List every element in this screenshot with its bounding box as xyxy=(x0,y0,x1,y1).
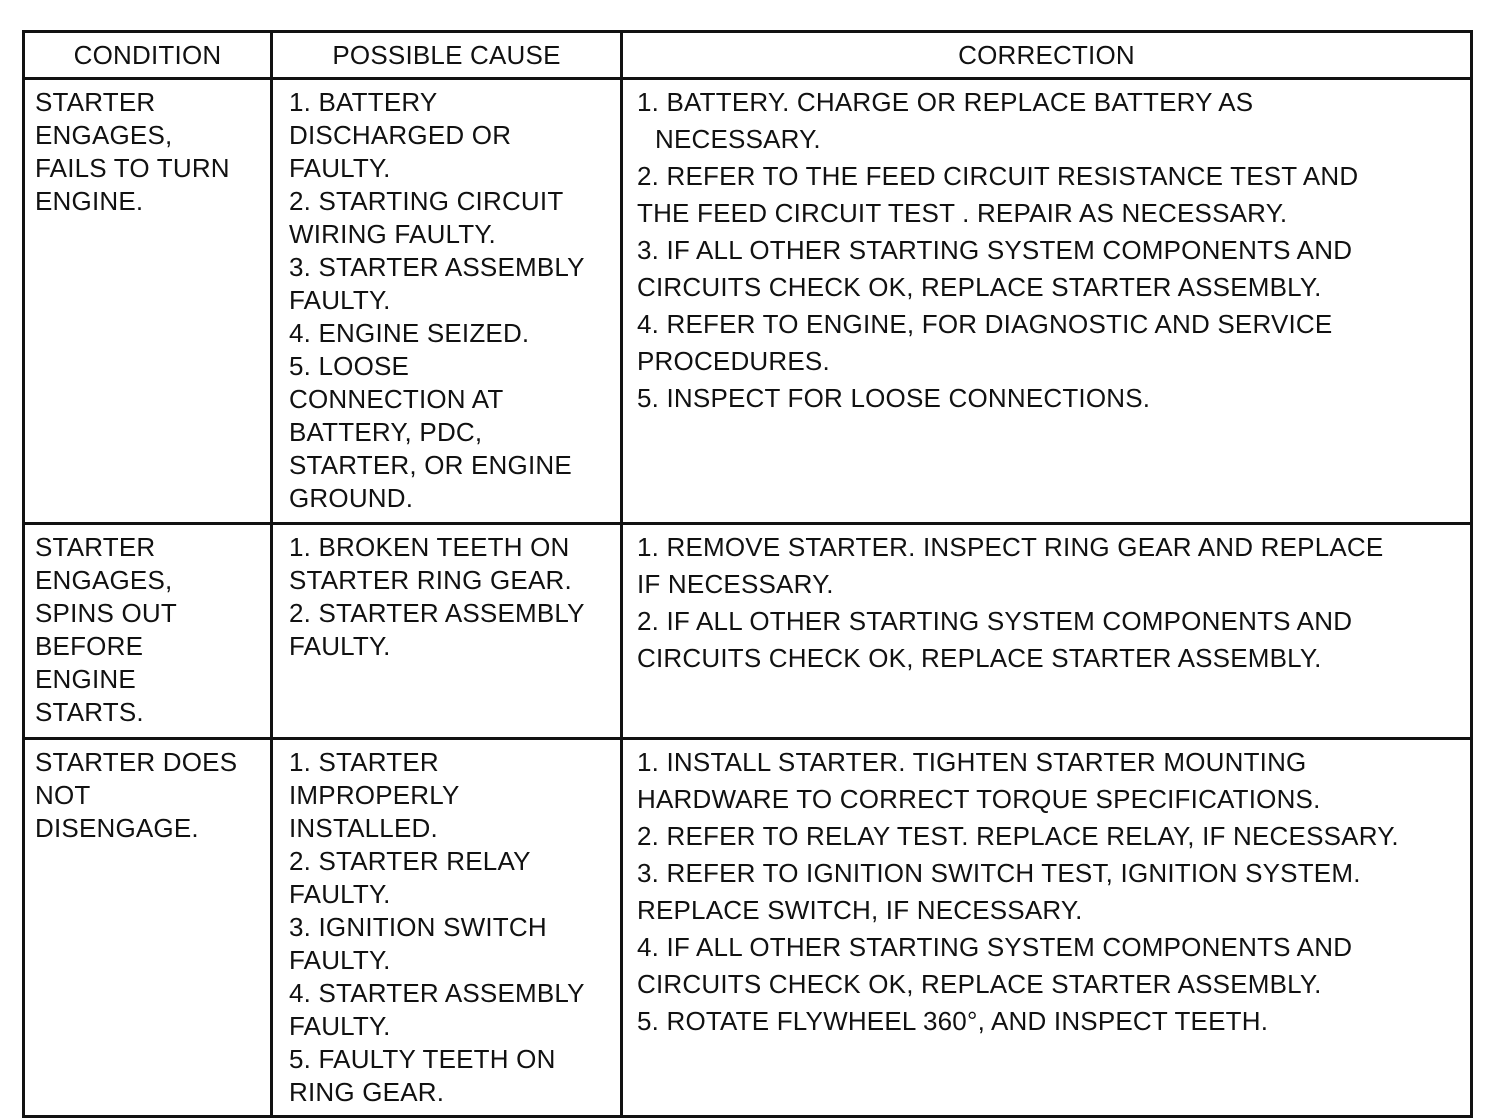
correction-line: 2. REFER TO THE FEED CIRCUIT RESISTANCE TEST AND xyxy=(637,161,1359,191)
correction-line: 5. ROTATE FLYWHEEL 360°, AND INSPECT TEETH. xyxy=(637,1006,1269,1036)
cause-line: 2. STARTER RELAY xyxy=(289,846,531,876)
correction-line: 3. REFER TO IGNITION SWITCH TEST, IGNITION SYSTEM. xyxy=(637,858,1361,888)
correction-line: CIRCUITS CHECK OK, REPLACE STARTER ASSEMBLY. xyxy=(637,969,1322,999)
condition-line: STARTS. xyxy=(35,697,144,727)
condition-line: DISENGAGE. xyxy=(35,813,199,843)
correction-line: 4. IF ALL OTHER STARTING SYSTEM COMPONENTS AND xyxy=(637,932,1353,962)
correction-line: 2. REFER TO RELAY TEST. REPLACE RELAY, IF NECESSARY. xyxy=(637,821,1399,851)
cause-line: STARTER RING GEAR. xyxy=(289,565,572,595)
cause-line: FAULTY. xyxy=(289,879,391,909)
cause-line: DISCHARGED OR xyxy=(289,120,512,150)
cause-line: FAULTY. xyxy=(289,945,391,975)
cause-line: 1. BROKEN TEETH ON xyxy=(289,532,570,562)
correction-cell xyxy=(622,524,1472,739)
correction-line: 5. INSPECT FOR LOOSE CONNECTIONS. xyxy=(637,383,1151,413)
table-row xyxy=(24,79,1472,524)
condition-line: ENGAGES, xyxy=(35,120,173,150)
cause-cell xyxy=(272,739,622,1117)
cause-line: 1. STARTER xyxy=(289,747,439,777)
header-condition: CONDITION xyxy=(24,32,272,79)
condition-line: BEFORE xyxy=(35,631,144,661)
condition-cell xyxy=(24,524,272,739)
cause-cell xyxy=(272,524,622,739)
correction-cell xyxy=(622,739,1472,1117)
cause-line: 2. STARTING CIRCUIT xyxy=(289,186,564,216)
cause-line: 5. FAULTY TEETH ON xyxy=(289,1044,556,1074)
cause-line: FAULTY. xyxy=(289,631,391,661)
correction-line: 4. REFER TO ENGINE, FOR DIAGNOSTIC AND SERVICE xyxy=(637,309,1333,339)
condition-line: ENGINE. xyxy=(35,186,144,216)
header-possible-cause: POSSIBLE CAUSE xyxy=(272,32,622,79)
condition-line: STARTER xyxy=(35,87,156,117)
cause-line: 4. ENGINE SEIZED. xyxy=(289,318,530,348)
correction-line: 1. INSTALL STARTER. TIGHTEN STARTER MOUNTING xyxy=(637,747,1307,777)
cause-line: 3. IGNITION SWITCH xyxy=(289,912,547,942)
header-row xyxy=(24,32,1472,79)
table-row xyxy=(24,739,1472,1117)
cause-line: CONNECTION AT xyxy=(289,384,504,414)
cause-line: FAULTY. xyxy=(289,285,391,315)
cause-line: INSTALLED. xyxy=(289,813,438,843)
table-row xyxy=(24,524,1472,739)
correction-line: 3. IF ALL OTHER STARTING SYSTEM COMPONENTS AND xyxy=(637,235,1353,265)
correction-line: CIRCUITS CHECK OK, REPLACE STARTER ASSEMBLY. xyxy=(637,272,1322,302)
correction-line: NECESSARY. xyxy=(655,124,821,154)
cause-line: GROUND. xyxy=(289,483,414,513)
cause-line: 4. STARTER ASSEMBLY xyxy=(289,978,585,1008)
condition-line: ENGAGES, xyxy=(35,565,173,595)
condition-cell xyxy=(24,79,272,524)
correction-line: 1. REMOVE STARTER. INSPECT RING GEAR AND REPLACE xyxy=(637,532,1384,562)
cause-line: FAULTY. xyxy=(289,153,391,183)
condition-cell xyxy=(24,739,272,1117)
cause-line: 3. STARTER ASSEMBLY xyxy=(289,252,585,282)
correction-line: 1. BATTERY. CHARGE OR REPLACE BATTERY AS xyxy=(637,87,1254,117)
correction-line: REPLACE SWITCH, IF NECESSARY. xyxy=(637,895,1083,925)
condition-line: FAILS TO TURN xyxy=(35,153,230,183)
condition-line: STARTER xyxy=(35,532,156,562)
correction-line: CIRCUITS CHECK OK, REPLACE STARTER ASSEMBLY. xyxy=(637,643,1322,673)
cause-line: 2. STARTER ASSEMBLY xyxy=(289,598,585,628)
correction-line: HARDWARE TO CORRECT TORQUE SPECIFICATIONS. xyxy=(637,784,1321,814)
cause-line: RING GEAR. xyxy=(289,1077,445,1107)
cause-cell xyxy=(272,79,622,524)
cause-line: 1. BATTERY xyxy=(289,87,438,117)
condition-line: STARTER DOES xyxy=(35,747,238,777)
condition-line: NOT xyxy=(35,780,91,810)
cause-line: 5. LOOSE xyxy=(289,351,410,381)
diagnosis-table xyxy=(22,30,1473,1118)
cause-line: WIRING FAULTY. xyxy=(289,219,496,249)
correction-line: THE FEED CIRCUIT TEST . REPAIR AS NECESSARY. xyxy=(637,198,1288,228)
cause-line: FAULTY. xyxy=(289,1011,391,1041)
condition-line: SPINS OUT xyxy=(35,598,177,628)
header-correction: CORRECTION xyxy=(622,32,1472,79)
cause-line: IMPROPERLY xyxy=(289,780,460,810)
correction-line: PROCEDURES. xyxy=(637,346,830,376)
correction-cell xyxy=(622,79,1472,524)
cause-line: STARTER, OR ENGINE xyxy=(289,450,572,480)
correction-line: 2. IF ALL OTHER STARTING SYSTEM COMPONENTS AND xyxy=(637,606,1353,636)
condition-line: ENGINE xyxy=(35,664,136,694)
correction-line: IF NECESSARY. xyxy=(637,569,834,599)
cause-line: BATTERY, PDC, xyxy=(289,417,483,447)
